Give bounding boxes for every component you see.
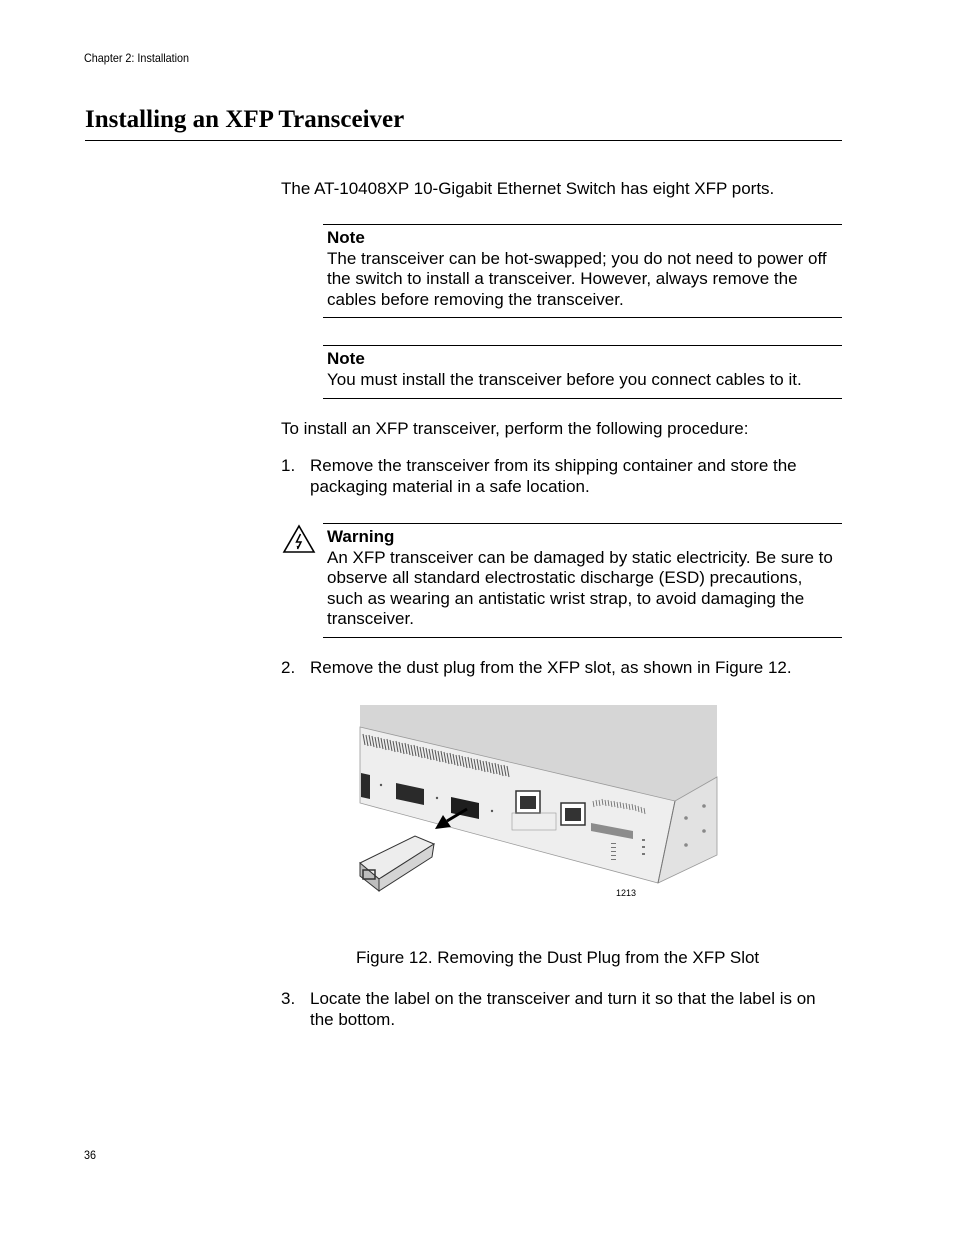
warning-heading: Warning [327,527,395,546]
step-2 [281,658,841,680]
warning-box [323,523,842,638]
warning-text: An XFP transceiver can be damaged by static electricity. Be sure to observe all standard electrostatic discharge (ESD) precautions, such as wearing an antistatic wrist strap, to avoid damaging the transceiver. [327,547,833,628]
step-1 [281,456,841,498]
step-text: Locate the label on the transceiver and turn it so that the label is on the bottom. [310,989,816,1029]
electrical-warning-icon [282,524,316,554]
note-text: The transceiver can be hot-swapped; you do not need to power off the switch to install a transceiver. However, always remove the cables before removing the transceiver. [327,248,827,309]
page-number: 36 [84,1148,97,1162]
figure-id-label: 1213 [616,888,637,898]
note-box-2 [323,345,842,399]
figure-switch-dust-plug [355,703,720,903]
procedure-intro: To install an XFP transceiver, perform the following procedure: [281,419,749,438]
note-heading: Note [327,349,365,368]
step-number: 2. [281,658,296,677]
note-box-1 [323,224,842,318]
figure-caption: Figure 12. Removing the Dust Plug from the XFP Slot [356,948,760,967]
section-title: Installing an XFP Transceiver [85,106,405,133]
step-number: 1. [281,456,296,475]
running-head: Chapter 2: Installation [84,51,190,65]
note-text: You must install the transceiver before you connect cables to it. [327,369,802,389]
step-number: 3. [281,989,296,1008]
step-text: Remove the dust plug from the XFP slot, as shown in Figure 12. [310,658,792,677]
intro-paragraph: The AT-10408XP 10-Gigabit Ethernet Switch has eight XFP ports. [281,179,775,198]
title-rule [85,140,842,141]
step-3 [281,989,841,1031]
step-text: Remove the transceiver from its shipping container and store the packaging material in a safe location. [310,456,797,496]
note-heading: Note [327,228,365,247]
